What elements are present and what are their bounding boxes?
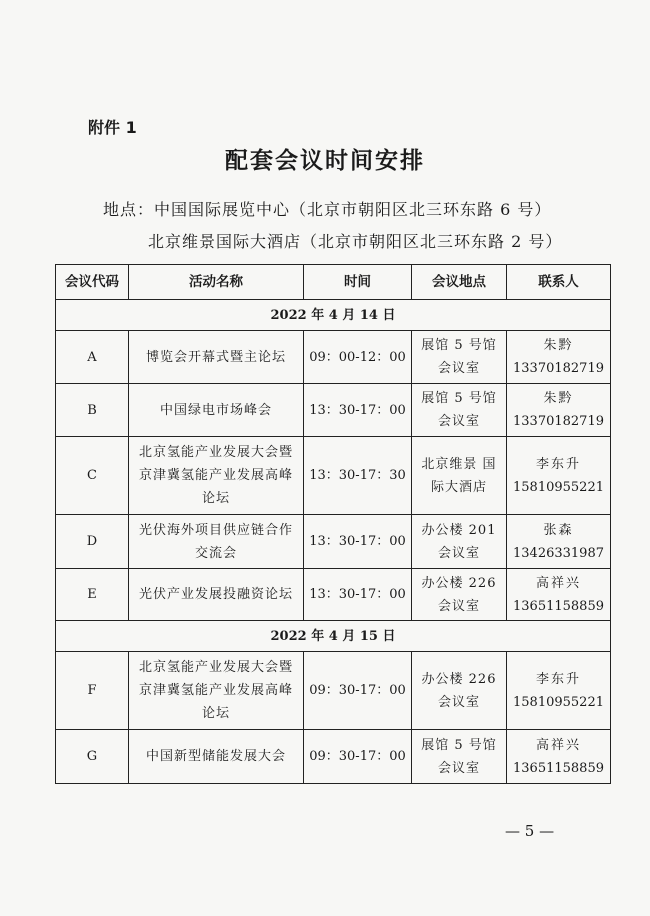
- contact-name: 高祥兴: [535, 737, 581, 753]
- date-row: [56, 300, 611, 331]
- venue-cell: 办公楼 226 会议室: [412, 569, 507, 621]
- activity-name-cell: 光伏海外项目供应链合作交流会: [129, 515, 304, 569]
- activity-name-cell: 北京氢能产业发展大会暨京津冀氢能产业发展高峰论坛: [129, 437, 304, 515]
- contact-phone: 13370182719: [513, 414, 604, 429]
- date-row: [56, 621, 611, 652]
- activity-name-cell: 中国新型储能发展大会: [129, 730, 304, 784]
- time-cell: 09：00-12：00: [304, 331, 412, 384]
- contact-cell: [507, 569, 611, 621]
- header-name: 活动名称: [129, 265, 304, 300]
- time-cell: 13：30-17：00: [304, 515, 412, 569]
- contact-cell: [507, 437, 611, 515]
- time-cell: 09：30-17：00: [304, 652, 412, 730]
- contact-phone: 15810955221: [513, 479, 604, 495]
- code-cell: D: [56, 515, 129, 569]
- activity-name-cell: 中国绿电市场峰会: [129, 384, 304, 437]
- table-row: [56, 331, 611, 384]
- contact-name: 朱黔: [543, 391, 574, 406]
- contact-cell: [507, 652, 611, 730]
- table-row: [56, 384, 611, 437]
- venue-cell: 展馆 5 号馆 会议室: [412, 384, 507, 437]
- location-line-1: 地点：中国国际展览中心（北京市朝阳区北三环东路 6 号）: [103, 200, 552, 219]
- header-code: 会议代码: [56, 265, 129, 300]
- contact-phone: 13651158859: [513, 598, 604, 614]
- time-cell: 13：30-17：30: [304, 437, 412, 515]
- code-cell: G: [56, 730, 129, 784]
- contact-name: 李东升: [535, 671, 581, 687]
- time-cell: 13：30-17：00: [304, 569, 412, 621]
- date-cell: 2022 年 4 月 14 日: [56, 300, 611, 331]
- header-time: 时间: [304, 265, 412, 300]
- table-row: [56, 652, 611, 730]
- activity-name-cell: 光伏产业发展投融资论坛: [129, 569, 304, 621]
- table-header-row: [56, 265, 611, 300]
- venue-cell: 北京维景 国际大酒店: [412, 437, 507, 515]
- contact-cell: [507, 331, 611, 384]
- code-cell: C: [56, 437, 129, 515]
- contact-phone: 13426331987: [513, 545, 604, 561]
- contact-phone: 15810955221: [513, 694, 604, 710]
- table-row: [56, 437, 611, 515]
- table-row: [56, 515, 611, 569]
- activity-name-cell: 北京氢能产业发展大会暨京津冀氢能产业发展高峰论坛: [129, 652, 304, 730]
- contact-name: 张森: [543, 522, 574, 538]
- contact-name: 朱黔: [543, 338, 574, 353]
- location-line-2: 北京维景国际大酒店（北京市朝阳区北三环东路 2 号）: [148, 232, 563, 251]
- venue-cell: 展馆 5 号馆 会议室: [412, 331, 507, 384]
- date-cell: 2022 年 4 月 15 日: [56, 621, 611, 652]
- header-venue: 会议地点: [412, 265, 507, 300]
- contact-cell: [507, 730, 611, 784]
- code-cell: A: [56, 331, 129, 384]
- code-cell: F: [56, 652, 129, 730]
- contact-cell: [507, 384, 611, 437]
- time-cell: 09：30-17：00: [304, 730, 412, 784]
- code-cell: E: [56, 569, 129, 621]
- header-contact: 联系人: [507, 265, 611, 300]
- table-row: [56, 569, 611, 621]
- page-number: — 5 —: [505, 822, 555, 840]
- contact-name: 高祥兴: [535, 575, 581, 591]
- venue-cell: 展馆 5 号馆 会议室: [412, 730, 507, 784]
- contact-phone: 13370182719: [513, 361, 604, 376]
- attachment-label: 附件 1: [88, 118, 137, 137]
- code-cell: B: [56, 384, 129, 437]
- contact-cell: [507, 515, 611, 569]
- contact-name: 李东升: [535, 456, 581, 472]
- schedule-table: [55, 264, 611, 784]
- activity-name-cell: 博览会开幕式暨主论坛: [129, 331, 304, 384]
- page-title: 配套会议时间安排: [225, 147, 425, 174]
- contact-phone: 13651158859: [513, 760, 604, 776]
- time-cell: 13：30-17：00: [304, 384, 412, 437]
- venue-cell: 办公楼 201 会议室: [412, 515, 507, 569]
- table-row: [56, 730, 611, 784]
- venue-cell: 办公楼 226 会议室: [412, 652, 507, 730]
